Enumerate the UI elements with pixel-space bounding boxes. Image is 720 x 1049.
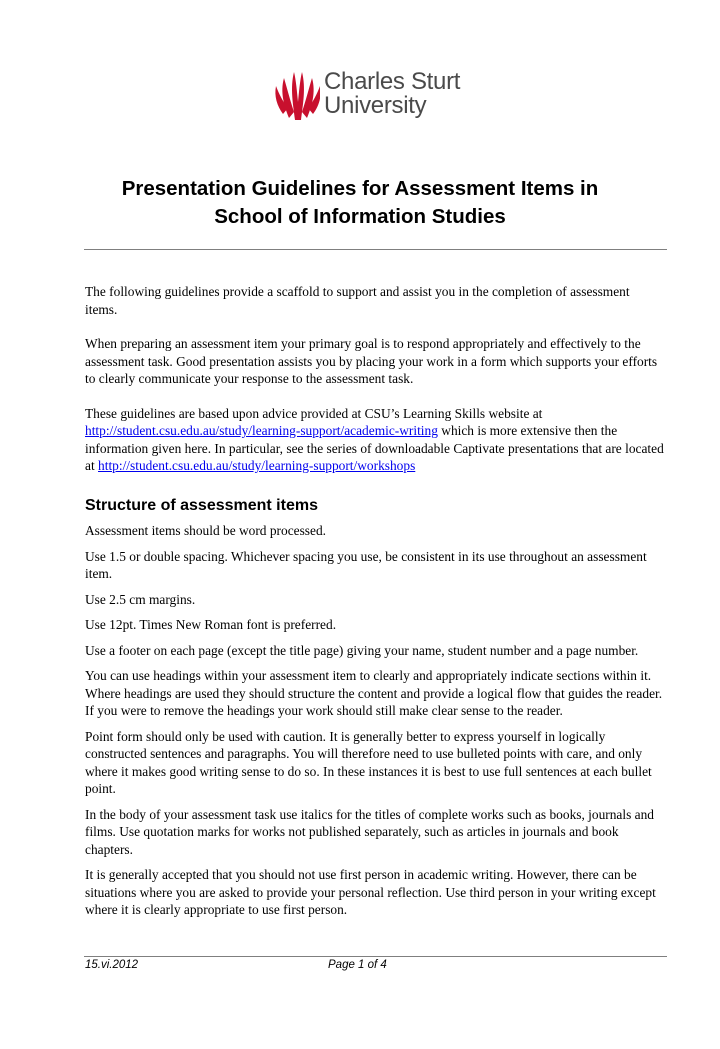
title-line-1: Presentation Guidelines for Assessment Items in bbox=[121, 177, 599, 200]
title-line-2: School of Information Studies bbox=[214, 205, 506, 228]
section-paragraph: Use 1.5 or double spacing. Whichever spacing you use, be consistent in its use throughout an assessment item. bbox=[85, 548, 647, 581]
logo-line-2: University bbox=[324, 92, 427, 119]
page-title bbox=[60, 175, 660, 231]
academic-writing-link[interactable]: http://student.csu.edu.au/study/learning-support/academic-writing bbox=[85, 423, 438, 438]
footer-date: 15.vi.2012 bbox=[85, 959, 139, 971]
footer-divider bbox=[84, 956, 667, 957]
logo-line-1: Charles Sturt bbox=[324, 68, 461, 95]
intro-p3-text-middle: which is more extensive then the information given here. In particular, see the series of downloadable Captivate presentations that are located at bbox=[85, 423, 664, 473]
title-divider bbox=[84, 249, 667, 250]
university-logo bbox=[274, 68, 474, 124]
section-paragraph: Use 2.5 cm margins. bbox=[85, 591, 196, 607]
section-paragraph: Assessment items should be word processed. bbox=[85, 523, 326, 538]
section-paragraph: You can use headings within your assessment item to clearly and appropriately indicate sections within it. Where headings are used they should structure the content and provide a logical flow that guides the reader. If you were to remove the headings your work should still make clear sense to the reader. bbox=[85, 668, 663, 718]
section-paragraph: In the body of your assessment task use italics for the titles of complete works such as books, journals and films. Use quotation marks for works not published separately, such as articles in journals and book chapters. bbox=[85, 806, 654, 857]
section-paragraph: Point form should only be used with caution. It is generally better to express yourself in logically constructed sentences and paragraphs. You will therefore need to use bulleted points with care, and only where it makes good writing sense to do so. In these instances it is best to use full sentences at each bullet point. bbox=[85, 728, 652, 796]
footer-page-number: Page 1 of 4 bbox=[328, 959, 387, 971]
section-paragraph: Use a footer on each page (except the title page) giving your name, student number and a page number. bbox=[85, 642, 639, 658]
intro-paragraph-2: When preparing an assessment item your primary goal is to respond appropriately and effectively to the assessment task. Good presentation assists you by placing your work in a form which supports your efforts to clearly communicate your response to the assessment task. bbox=[85, 336, 658, 386]
section-paragraph: It is generally accepted that you should not use first person in academic writing. However, there can be situations where you are asked to provide your personal reflection. Use third person in your writing except where it is clearly appropriate to use first person. bbox=[85, 867, 656, 917]
section-paragraph: Use 12pt. Times New Roman font is preferred. bbox=[85, 617, 337, 632]
intro-section bbox=[85, 283, 665, 475]
logo-wordmark bbox=[324, 70, 460, 118]
intro-paragraph-1: The following guidelines provide a scaffold to support and assist you in the completion of assessment items. bbox=[85, 284, 630, 317]
waratah-logo-icon bbox=[274, 68, 320, 120]
structure-section bbox=[85, 496, 665, 919]
workshops-link[interactable]: http://student.csu.edu.au/study/learning-support/workshops bbox=[98, 458, 416, 473]
intro-paragraph-3 bbox=[85, 405, 665, 475]
intro-p3-text-before: These guidelines are based upon advice provided at CSU’s Learning Skills website at bbox=[85, 405, 543, 421]
section-heading: Structure of assessment items bbox=[85, 497, 318, 514]
